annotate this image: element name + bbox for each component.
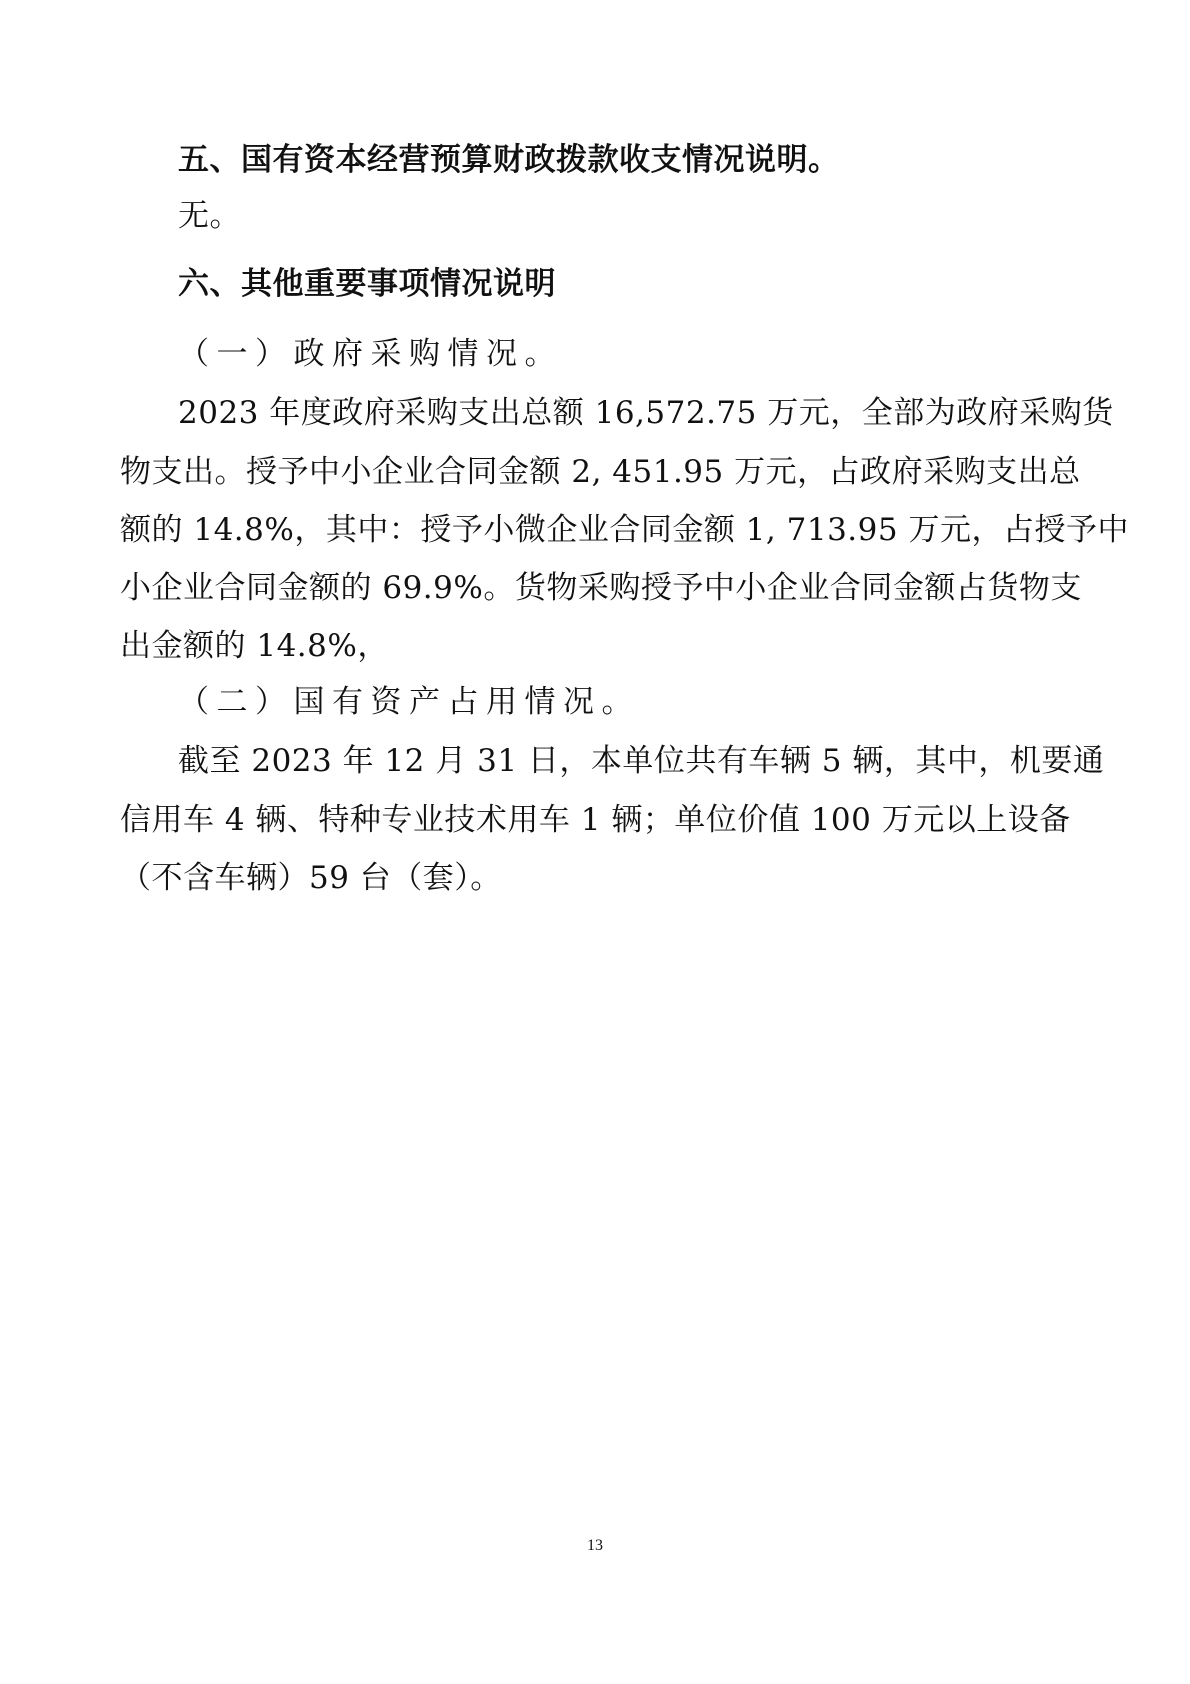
section5-heading: 五、国有资本经营预算财政拨款收支情况说明。 bbox=[178, 142, 840, 178]
section6-heading: 六、其他重要事项情况说明 bbox=[178, 266, 556, 302]
sub2-line-1: 截至 2023 年 12 月 31 日，本单位共有车辆 5 辆，其中，机要通 bbox=[178, 743, 1105, 779]
sub1-title: （一）政府采购情况。 bbox=[178, 336, 563, 372]
sub2-line-2: 信用车 4 辆、特种专业技术用车 1 辆；单位价值 100 万元以上设备 bbox=[120, 802, 1071, 838]
page-number: 13 bbox=[587, 1537, 603, 1554]
sub2-line-3: （不含车辆）59 台（套）。 bbox=[120, 860, 502, 896]
sub2-title: （二）国有资产占用情况。 bbox=[178, 684, 640, 720]
sub1-line-3: 额的 14.8%，其中：授予小微企业合同金额 1, 713.95 万元，占授予中 bbox=[120, 512, 1129, 548]
sub1-line-1: 2023 年度政府采购支出总额 16,572.75 万元，全部为政府采购货 bbox=[178, 395, 1114, 431]
section5-body: 无。 bbox=[178, 198, 241, 234]
sub1-line-5: 出金额的 14.8%， bbox=[120, 628, 389, 664]
sub1-line-2: 物支出。授予中小企业合同金额 2, 451.95 万元，占政府采购支出总 bbox=[120, 454, 1081, 490]
sub1-line-4: 小企业合同金额的 69.9%。货物采购授予中小企业合同金额占货物支 bbox=[120, 570, 1082, 606]
